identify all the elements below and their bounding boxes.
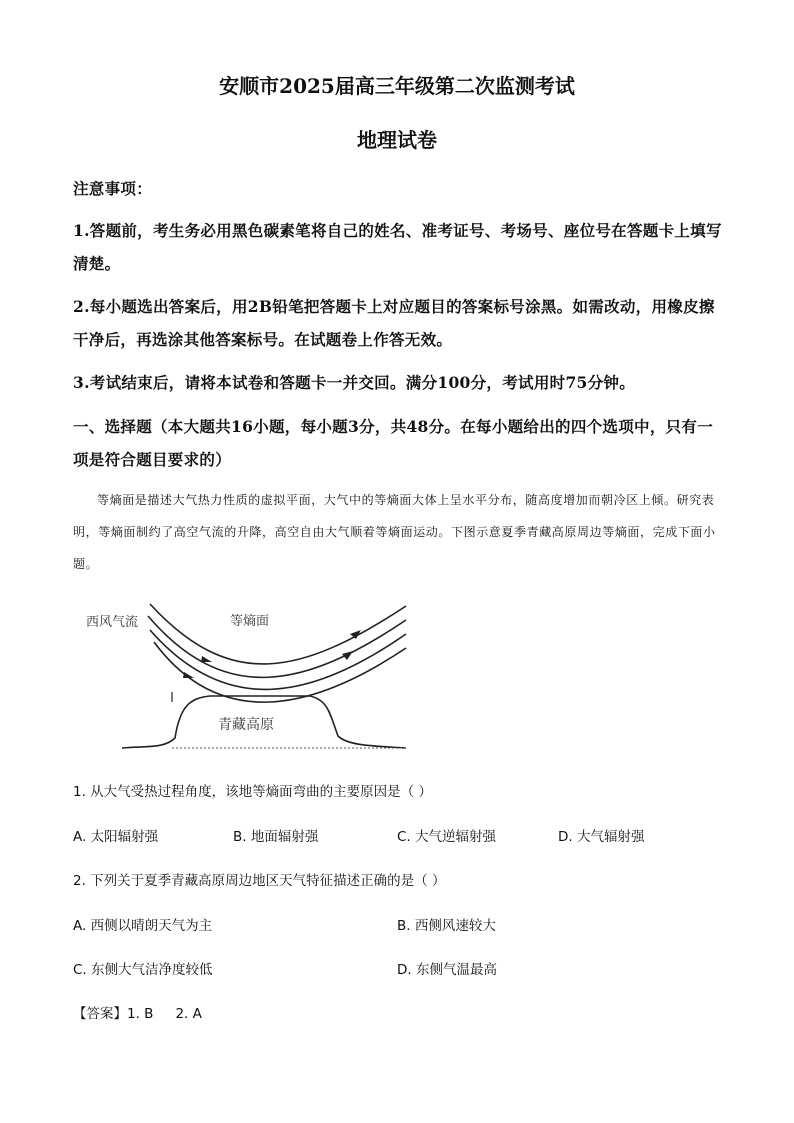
arrow-4	[342, 651, 353, 660]
arrow-1	[201, 656, 212, 662]
question-1-option-b: B. 地面辐射强	[233, 829, 319, 845]
question-1-option-d: D. 大气辐射强	[558, 829, 645, 845]
exam-subtitle: 地理试卷	[357, 128, 437, 152]
arrow-2	[183, 672, 194, 678]
question-1-option-a: A. 太阳辐射强	[73, 829, 159, 845]
notice-heading: 注意事项：	[73, 179, 153, 198]
question-2-option-a: A. 西侧以晴朗天气为主	[73, 918, 213, 934]
reading-passage: 等熵面是描述大气热力性质的虚拟平面，大气中的等熵面大体上呈水平分布，随高度增加而朝冷区上倾。研究表明，等熵面制约了高空气流的升降，高空自由大气顺着等熵面运动。下图示意夏季青藏高原周边等熵面，完成下面小题。	[73, 493, 716, 571]
question-1-option-c: C. 大气逆辐射强	[397, 829, 497, 845]
question-2-option-d: D. 东侧气温最高	[397, 962, 497, 978]
exam-title: 安顺市2025届高三年级第二次监测考试	[219, 74, 575, 98]
isentrope-line-1	[150, 604, 406, 664]
label-westerly: 西风气流	[86, 615, 139, 630]
isentrope-diagram	[80, 596, 420, 761]
question-2-option-c: C. 东侧大气洁净度较低	[73, 962, 213, 978]
answer-line	[73, 1002, 202, 1022]
question-1-stem: 1. 从大气受热过程角度，该地等熵面弯曲的主要原因是（ ）	[73, 784, 432, 800]
question-2-option-b: B. 西侧风速较大	[397, 918, 496, 934]
answer-label: 【答案】	[73, 1006, 127, 1022]
label-plateau: 青藏高原	[218, 717, 274, 733]
notice-item-1: 1.答题前，考生务必用黑色碳素笔将自己的姓名、准考证号、考场号、座位号在答题卡上填写清楚。	[73, 221, 722, 273]
answer-2: 2. A	[175, 1006, 202, 1022]
isentrope-line-4	[154, 642, 406, 702]
isentrope-line-2	[148, 616, 406, 677]
label-isentrope: 等熵面	[230, 614, 270, 629]
notice-item-3: 3.考试结束后，请将本试卷和答题卡一并交回。满分100分，考试用时75分钟。	[73, 373, 636, 392]
section-heading: 一、选择题（本大题共16小题，每小题3分，共48分。在每小题给出的四个选项中，只有一项是符合题目要求的）	[73, 417, 714, 469]
question-2-stem: 2. 下列关于夏季青藏高原周边地区天气特征描述正确的是（ ）	[73, 873, 446, 889]
answer-1: 1. B	[127, 1006, 154, 1022]
notice-item-2: 2.每小题选出答案后，用2B铅笔把答题卡上对应题目的答案标号涂黑。如需改动，用橡皮擦干净后，再选涂其他答案标号。在试题卷上作答无效。	[73, 297, 715, 349]
